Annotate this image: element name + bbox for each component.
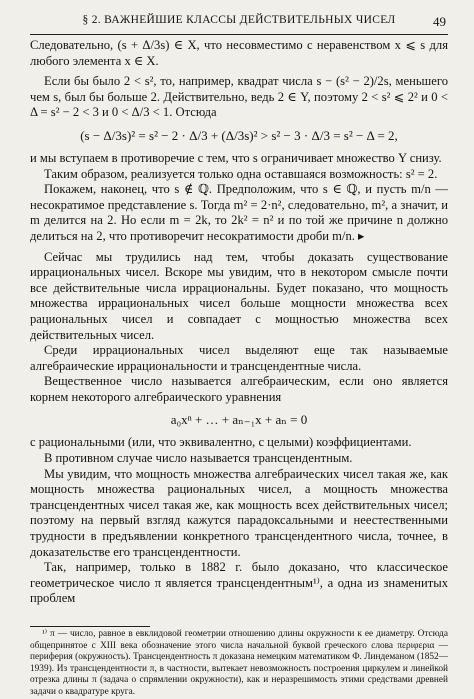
footnote-rule [30,626,150,627]
paragraph: Вещественное число называется алгебраическим, если оно является корнем некоторого алгебраического уравнения [30,374,448,404]
footnote-text: ¹⁾ π — число, равное в евклидовой геометрии отношению длины окружности к ее диаметру. Отсюда общепринятое с XIII века обозначение этого числа начальной буквой греческого слова περιφερια — периферия (окружность). Трансцендентность π доказана немецким математиком Ф. Линдеманом (1852—1939). Из трансцендентности π, в частности, вытекает невозможность построения циркулем и линейкой отрезка длины π (задача о спрямлении окружности), как и неразрешимость этими средствами древней задачи о квадратуре круга. [30,629,448,697]
paragraph: Так, например, только в 1882 г. было доказано, что классическое геометрическое число π является трансцендентным¹⁾, а одна из знаменитых проблем [30,560,448,606]
paragraph: Сейчас мы трудились над тем, чтобы доказать существование иррациональных чисел. Вскоре мы увидим, что в некотором смысле почти все действительные числа иррациональны. Будет показано, что мощность множества иррациональных чисел больше мощности множества всех рациональных чисел и совпадает с мощностью множества всех действительных чисел. [30,249,448,342]
display-equation: (s − Δ/3s)² = s² − 2 · Δ/3 + (Δ/3s)² > s² − 3 · Δ/3 = s² − Δ = 2, [80,127,398,143]
paragraph: с рациональными (или, что эквивалентно, с целыми) коэффициентами. [30,435,412,450]
page-number: 49 [433,14,446,29]
paragraph: Покажем, наконец, что s ∉ ℚ. Предположим, что s ∈ ℚ, и пусть m/n — несократимое представление s. Тогда m² = 2·n², следовательно, m², а значит, и m делится на 2. Но если m = 2k, то 2k² = n² и по той же причине n должно делиться на 2, что противоречит несократимости дроби m/n. ▸ [30,182,448,243]
paragraph: Если бы было 2 < s², то, например, квадрат числа s − (s² − 2)/2s, меньшего чем s, был бы больше 2. Действительно, ведь 2 ∈ Y, поэтому 2 < s² ⩽ 2² и 0 < Δ = s² − 2 < 3 и 0 < Δ/3 < 1. Отсюда [30,74,448,120]
paragraph: и мы вступаем в противоречие с тем, что s ограничивает множество Y снизу. [30,150,442,165]
section-title: § 2. ВАЖНЕЙШИЕ КЛАССЫ ДЕЙСТВИТЕЛЬНЫХ ЧИСЕЛ [82,14,396,26]
paragraph: Следовательно, (s + Δ/3s) ∈ X, что несовместимо с неравенством x ⩽ s для любого элемента x ∈ X. [30,38,448,68]
footnote [30,629,448,699]
main-text [30,38,448,607]
paragraph: Таким образом, реализуется только одна оставшаяся возможность: s² = 2. [44,166,438,181]
running-header [30,12,448,35]
paragraph: Мы увидим, что мощность множества алгебраических чисел такая же, как мощность множества рациональных чисел, а мощность множества трансцендентных чисел такая же, как мощность всех действительных чисел; поэтому на первый взгляд кажутся парадоксальными и неестественными трудности в предъявлении конкретного трансцендентного числа, точнее, в доказательстве его трансцендентности. [30,466,448,559]
paragraph: Среди иррациональных чисел выделяют еще так называемые алгебраические иррациональности и трансцендентные числа. [30,343,448,373]
display-equation: a₀xⁿ + … + aₙ₋₁x + aₙ = 0 [170,412,308,428]
paragraph: В противном случае число называется трансцендентным. [44,451,353,466]
